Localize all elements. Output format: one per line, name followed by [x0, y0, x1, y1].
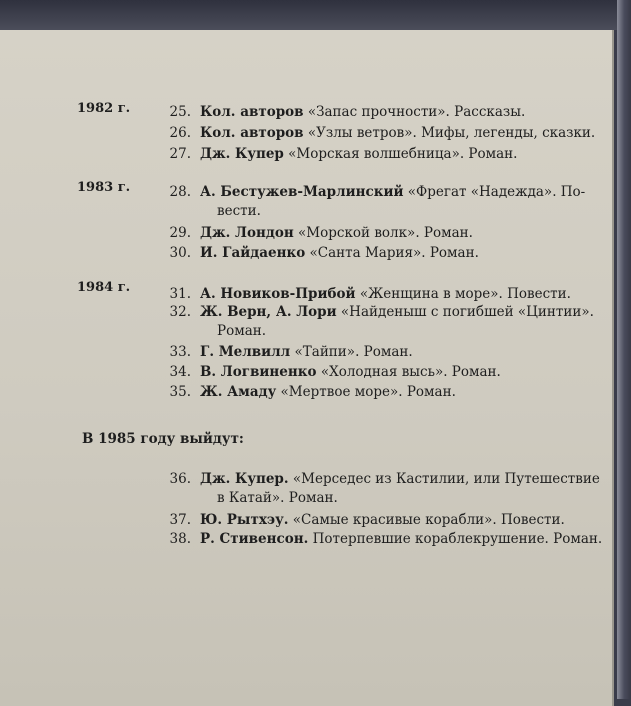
year-label-1982: 1982 г.	[77, 101, 131, 116]
book-entry	[200, 103, 525, 121]
entry-title-continuation: в Катай». Роман.	[217, 490, 338, 506]
entry-title: «Тайпи». Роман.	[294, 344, 413, 360]
book-entry	[200, 303, 594, 321]
book-entry	[200, 224, 473, 242]
book-entry	[200, 244, 479, 262]
book-spine-edge	[617, 0, 631, 699]
entry-title: «Запас прочности». Рассказы.	[307, 104, 526, 120]
entry-title: «Морская волшебница». Роман.	[288, 146, 518, 162]
book-entry	[200, 343, 413, 361]
entry-author: Ж. Амаду	[200, 384, 277, 400]
entry-author: В. Логвиненко	[200, 364, 317, 380]
entry-author: Кол. авторов	[200, 104, 304, 120]
entry-author: Дж. Купер.	[200, 471, 289, 487]
entry-number: 26.	[169, 125, 191, 141]
entry-number: 32.	[169, 304, 191, 320]
book-entry	[200, 145, 517, 163]
entry-author: Ю. Рытхэу.	[200, 512, 289, 528]
book-entry	[200, 511, 565, 529]
entry-number: 27.	[169, 146, 191, 162]
book-entry	[200, 124, 595, 142]
entry-title-continuation: Роман.	[217, 323, 267, 339]
entry-number: 30.	[169, 245, 191, 261]
entry-title: «Найденыш с погибшей «Цинтии».	[340, 304, 594, 320]
entry-number: 37.	[169, 512, 191, 528]
entry-title: «Мертвое море». Роман.	[280, 384, 456, 400]
entry-number: 29.	[169, 225, 191, 241]
book-entry	[200, 383, 456, 401]
book-entry	[200, 285, 571, 303]
book-entry	[200, 470, 600, 488]
entry-author: А. Новиков-Прибой	[200, 286, 356, 302]
entry-title: Потерпевшие кораблекрушение. Роман.	[312, 531, 603, 547]
entry-number: 38.	[169, 531, 191, 547]
book-entry	[200, 530, 602, 548]
entry-number: 28.	[169, 184, 191, 200]
entry-number: 35.	[169, 384, 191, 400]
entry-author: Ж. Верн, А. Лори	[200, 304, 337, 320]
entry-author: Р. Стивенсон.	[200, 531, 309, 547]
entry-title: «Узлы ветров». Мифы, легенды, сказки.	[307, 125, 596, 141]
entry-title: «Холодная высь». Роман.	[320, 364, 501, 380]
entry-title: «Санта Мария». Роман.	[309, 245, 479, 261]
entry-title: «Самые красивые корабли». Повести.	[292, 512, 565, 528]
book-entry	[200, 183, 585, 201]
entry-author: И. Гайдаенко	[200, 245, 306, 261]
entry-author: Кол. авторов	[200, 125, 304, 141]
entry-title: «Фрегат «Надежда». По-	[407, 184, 586, 200]
book-entry	[200, 363, 501, 381]
entry-number: 36.	[169, 471, 191, 487]
entry-title: «Мерседес из Кастилии, или Путешествие	[292, 471, 600, 487]
year-label-1983: 1983 г.	[77, 180, 131, 195]
entry-author: Г. Мелвилл	[200, 344, 291, 360]
year-label-1984: 1984 г.	[77, 280, 131, 295]
entry-number: 31.	[169, 286, 191, 302]
entry-number: 33.	[169, 344, 191, 360]
entry-title: «Морской волк». Роман.	[298, 225, 473, 241]
entry-author: Дж. Купер	[200, 146, 284, 162]
entry-number: 25.	[169, 104, 191, 120]
upcoming-heading: В 1985 году выйдут:	[82, 431, 244, 447]
entry-number: 34.	[169, 364, 191, 380]
entry-author: Дж. Лондон	[200, 225, 294, 241]
entry-author: А. Бестужев-Марлинский	[200, 184, 404, 200]
book-top-shadow	[0, 0, 631, 30]
entry-title-continuation: вести.	[217, 203, 261, 219]
entry-title: «Женщина в море». Повести.	[359, 286, 571, 302]
